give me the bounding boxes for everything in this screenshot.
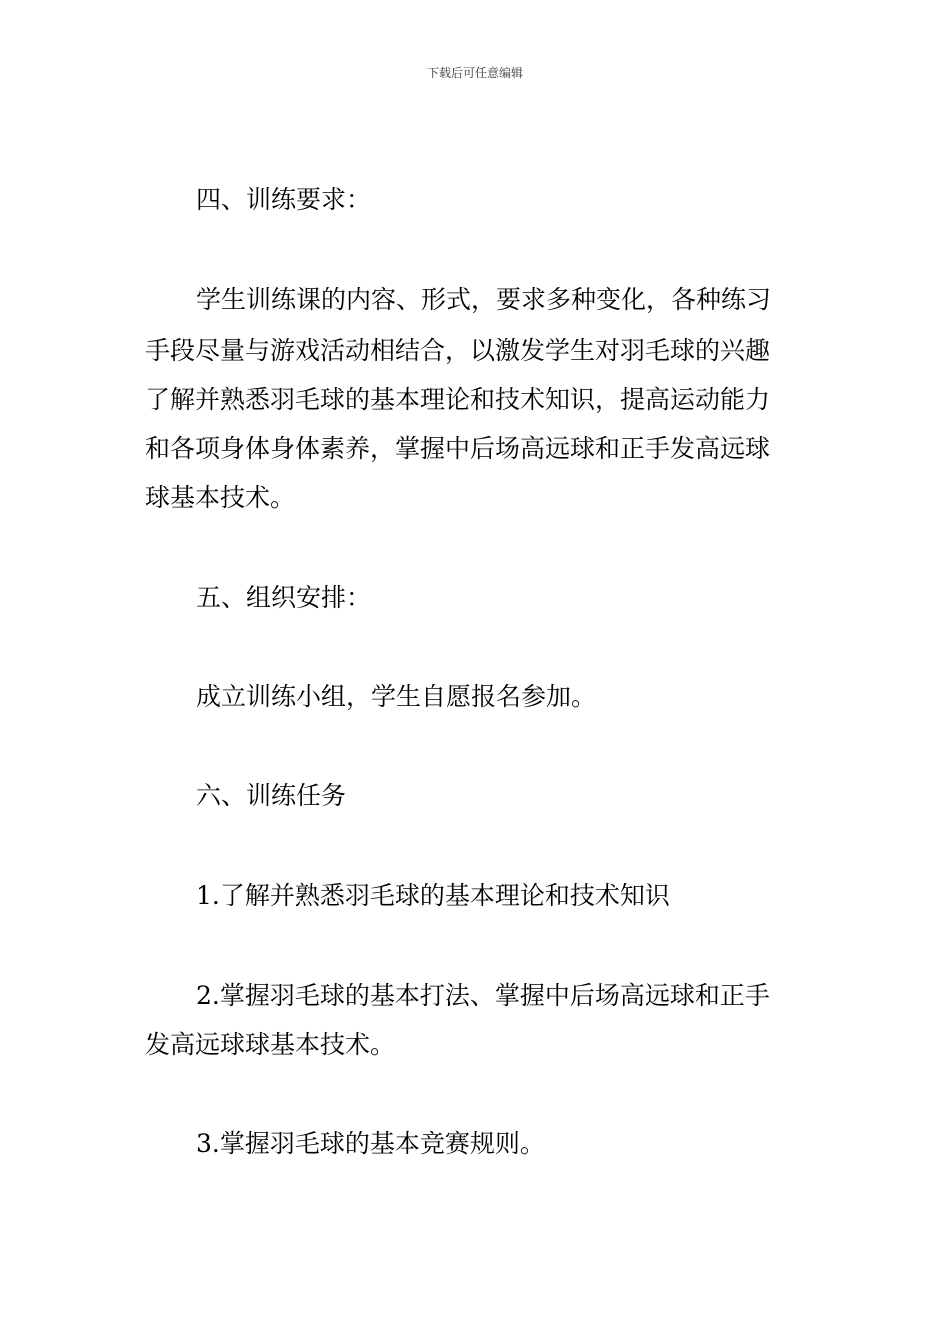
paragraph-line: 了解并熟悉羽毛球的基本理论和技术知识，提高运动能力: [145, 385, 771, 414]
paragraph-line: 和各项身体身体素养，掌握中后场高远球和正手发高远球: [145, 434, 771, 463]
task-item-2-line: 2.掌握羽毛球的基本打法、掌握中后场高远球和正手: [196, 981, 770, 1010]
section-6-heading: 六、训练任务: [196, 781, 347, 810]
task-item-1: 1.了解并熟悉羽毛球的基本理论和技术知识: [196, 881, 670, 910]
paragraph-line: 球基本技术。: [145, 483, 296, 512]
section-4-heading: 四、训练要求：: [196, 185, 372, 214]
paragraph-line: 手段尽量与游戏活动相结合，以激发学生对羽毛球的兴趣: [145, 336, 771, 365]
section-5-text: 成立训练小组，学生自愿报名参加。: [196, 682, 597, 711]
task-item-3: 3.掌握羽毛球的基本竞赛规则。: [196, 1129, 545, 1158]
section-5-heading: 五、组织安排：: [196, 583, 372, 612]
paragraph-line: 学生训练课的内容、形式，要求多种变化，各种练习: [196, 285, 772, 314]
task-item-2-line: 发高远球球基本技术。: [145, 1030, 396, 1059]
header-note: 下载后可任意编辑: [426, 66, 523, 80]
